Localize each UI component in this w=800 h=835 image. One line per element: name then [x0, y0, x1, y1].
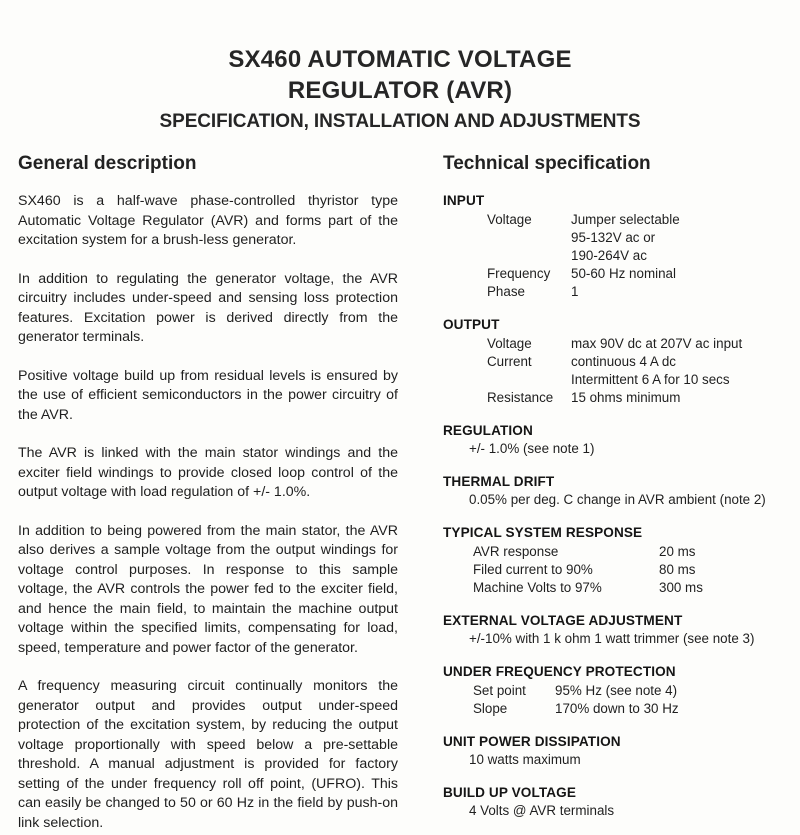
spec-row-label: Phase — [487, 284, 525, 299]
spec-row-label: Voltage — [487, 336, 532, 351]
spec-row-label: Slope — [473, 701, 508, 716]
technical-specification-body — [443, 192, 793, 820]
spec-row — [443, 283, 793, 301]
document-title-block — [0, 44, 800, 135]
spec-row-value: 50-60 Hz nominal — [571, 266, 676, 281]
spec-section — [443, 473, 793, 509]
spec-section-title: TYPICAL SYSTEM RESPONSE — [443, 525, 643, 540]
spec-row — [443, 371, 793, 389]
spec-row-label: AVR response — [473, 544, 559, 559]
spec-section-note: +/- 1.0% (see note 1) — [469, 441, 595, 456]
spec-row-group — [443, 211, 793, 301]
spec-section — [443, 316, 793, 407]
spec-section-title: OUTPUT — [443, 317, 500, 332]
description-paragraph: SX460 is a half-wave phase-controlled thyristor type Automatic Voltage Regulator (AVR) and forms part of the excitation system for a brush-less generator. — [18, 193, 398, 248]
spec-row — [443, 229, 793, 247]
spec-row-label: Current — [487, 354, 532, 369]
spec-section — [443, 663, 793, 718]
technical-specification-column — [443, 152, 793, 835]
spec-row-value: 1 — [571, 284, 579, 299]
spec-row-value: 80 ms — [659, 562, 696, 577]
general-description-heading: General description — [18, 153, 197, 174]
spec-section — [443, 784, 793, 820]
document-title-line-2: REGULATOR (AVR) — [287, 77, 513, 104]
spec-row-label: Voltage — [487, 212, 532, 227]
spec-row-value: 20 ms — [659, 544, 696, 559]
document-subtitle: SPECIFICATION, INSTALLATION AND ADJUSTMENTS — [159, 111, 641, 132]
technical-specification-heading: Technical specification — [443, 153, 651, 174]
spec-row-value: 300 ms — [659, 580, 703, 595]
spec-row — [443, 682, 793, 700]
description-paragraph: In addition to being powered from the main stator, the AVR also derives a sample voltage from the output windings for voltage control purposes. In response to this sample voltage, the AVR controls the power fed to the exciter field, and hence the main field, to maintain the machine output voltage within the specified limits, compensating for load, speed, temperature and power factor of the generator. — [18, 522, 398, 656]
spec-row — [443, 335, 793, 353]
spec-section-title: EXTERNAL VOLTAGE ADJUSTMENT — [443, 613, 683, 628]
spec-row-value: Intermittent 6 A for 10 secs — [571, 372, 730, 387]
spec-row — [443, 579, 793, 597]
spec-row-value: 15 ohms minimum — [571, 390, 681, 405]
general-description-column — [18, 152, 398, 833]
spec-row — [443, 543, 793, 561]
spec-section-note: 0.05% per deg. C change in AVR ambient (note 2) — [469, 492, 766, 507]
spec-section-title: REGULATION — [443, 423, 533, 438]
document-title-line-1: SX460 AUTOMATIC VOLTAGE — [228, 46, 572, 73]
spec-row — [443, 265, 793, 283]
spec-row-label: Frequency — [487, 266, 551, 281]
spec-section-title: THERMAL DRIFT — [443, 474, 555, 489]
spec-row-value: 170% down to 30 Hz — [555, 701, 679, 716]
spec-section-title: UNDER FREQUENCY PROTECTION — [443, 664, 676, 679]
spec-section — [443, 733, 793, 769]
spec-row-group — [443, 335, 793, 407]
spec-section — [443, 612, 793, 648]
spec-section — [443, 192, 793, 301]
description-paragraph: Positive voltage build up from residual levels is ensured by the use of efficient semiconductors in the power circuitry of the AVR. — [18, 367, 398, 423]
description-paragraph: In addition to regulating the generator voltage, the AVR circuitry includes under-speed and sensing loss protection features. Excitation power is derived directly from the generator terminals. — [18, 270, 398, 345]
spec-section — [443, 422, 793, 458]
spec-section-note: 4 Volts @ AVR terminals — [469, 803, 615, 818]
spec-row — [443, 211, 793, 229]
spec-row-value: 190-264V ac — [571, 248, 647, 263]
spec-section-note: +/-10% with 1 k ohm 1 watt trimmer (see note 3) — [469, 631, 755, 646]
spec-row-group — [443, 543, 793, 597]
spec-section — [443, 524, 793, 597]
spec-row-group — [443, 682, 793, 718]
spec-row-value: continuous 4 A dc — [571, 354, 676, 369]
spec-section-title: BUILD UP VOLTAGE — [443, 785, 577, 800]
spec-row-value: 95% Hz (see note 4) — [555, 683, 678, 698]
spec-row — [443, 247, 793, 265]
general-description-body — [18, 192, 398, 833]
spec-row — [443, 389, 793, 407]
spec-row-label: Machine Volts to 97% — [473, 580, 602, 595]
description-paragraph: A frequency measuring circuit continually monitors the generator output and provides output under-speed protection of the excitation system, by reducing the output voltage proportionally with speed below a pre-settable threshold. A manual adjustment is provided for factory setting of the under frequency roll off point, (UFRO). This can easily be changed to 50 or 60 Hz in the field by push-on link selection. — [18, 678, 398, 831]
spec-row-value: max 90V dc at 207V ac input — [571, 336, 743, 351]
spec-row — [443, 561, 793, 579]
spec-row — [443, 353, 793, 371]
spec-row-value: 95-132V ac or — [571, 230, 656, 245]
spec-row — [443, 700, 793, 718]
spec-section-title: UNIT POWER DISSIPATION — [443, 734, 621, 749]
spec-row-label: Filed current to 90% — [473, 562, 593, 577]
spec-row-value: Jumper selectable — [571, 212, 680, 227]
spec-row-label: Set point — [473, 683, 526, 698]
spec-row-label: Resistance — [487, 390, 554, 405]
spec-section-note: 10 watts maximum — [469, 752, 581, 767]
description-paragraph: The AVR is linked with the main stator windings and the exciter field windings to provide closed loop control of the output voltage with load regulation of +/- 1.0%. — [18, 445, 398, 500]
spec-section-title: INPUT — [443, 193, 485, 208]
